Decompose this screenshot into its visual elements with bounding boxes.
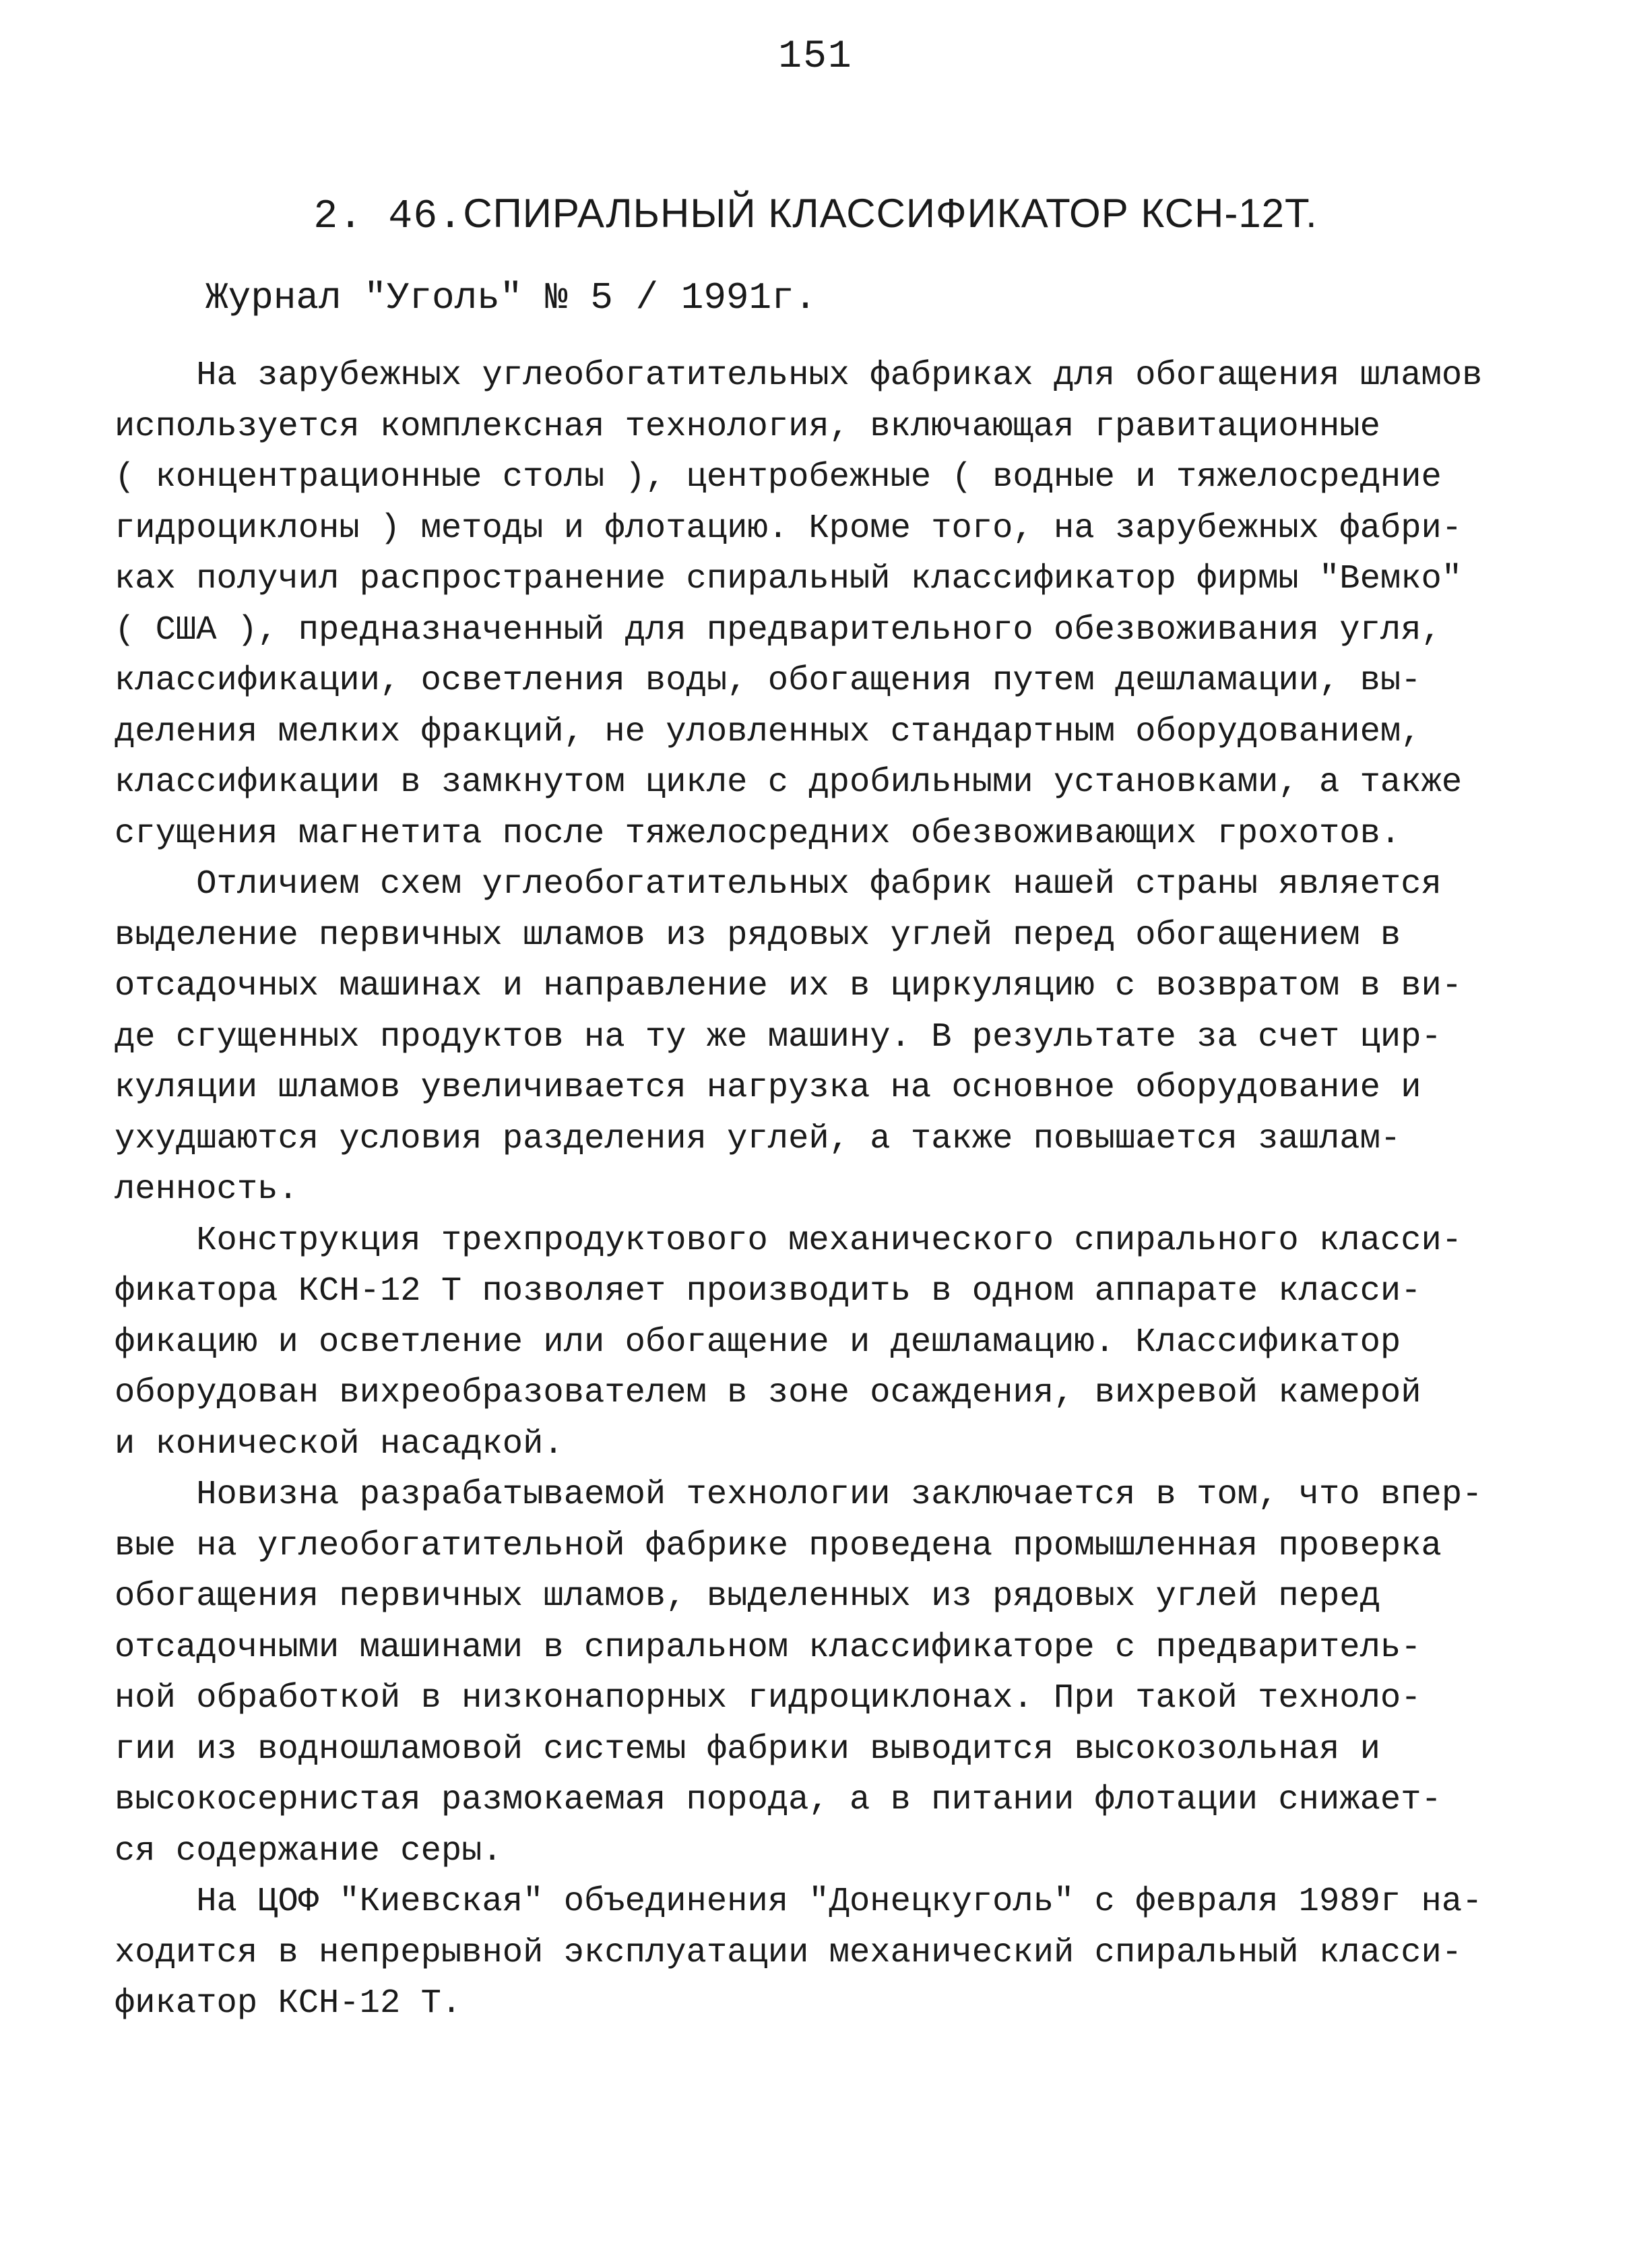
text-line: де сгущенных продуктов на ту же машину. В результате за счет цир- <box>115 1017 1442 1057</box>
text-line: гии из водношламовой системы фабрики выводится высокозольная и <box>115 1730 1380 1769</box>
text-line: куляции шламов увеличивается нагрузка на основное оборудование и <box>115 1069 1421 1107</box>
body-text <box>115 350 1529 2029</box>
text-line: гидроциклоны ) методы и флотацию. Кроме того, на зарубежных фабри- <box>115 509 1463 548</box>
text-line: классификации в замкнутом цикле с дробильными установками, а также <box>115 763 1463 802</box>
text-line: фикатор КСН-12 Т. <box>115 1984 462 2023</box>
paragraph-2 <box>115 859 1529 1216</box>
paragraph-4 <box>115 1470 1529 1877</box>
text-line: фикацию и осветление или обогащение и дешламацию. Классификатор <box>115 1323 1401 1362</box>
text-line: сгущения магнетита после тяжелосредних обезвоживающих грохотов. <box>115 814 1401 853</box>
text-line: ( США ), предназначенный для предварительного обезвоживания угля, <box>115 610 1442 650</box>
text-line: оборудован вихреобразователем в зоне осаждения, вихревой камерой <box>115 1374 1421 1412</box>
text-line: ухудшаются условия разделения углей, а также повышается зашлам- <box>115 1119 1401 1158</box>
page-number: 151 <box>778 35 853 79</box>
text-line: и конической насадкой. <box>115 1424 564 1463</box>
text-line: отсадочных машинах и направление их в циркуляцию с возвратом в ви- <box>115 967 1463 1005</box>
text-line: ной обработкой в низконапорных гидроциклонах. При такой техноло- <box>115 1679 1421 1718</box>
text-line: ся содержание серы. <box>115 1831 503 1870</box>
source-reference: Журнал "Уголь" № 5 / 1991г. <box>205 276 817 319</box>
text-line: классификации, осветления воды, обогащения путем дешламации, вы- <box>115 662 1421 700</box>
text-line: На зарубежных углеобогатительных фабриках для обогащения шламов <box>115 356 1483 395</box>
section-heading <box>0 190 1631 240</box>
text-line: Отличием схем углеобогатительных фабрик нашей страны является <box>115 865 1442 904</box>
text-line: высокосернистая размокаемая порода, а в питании флотации снижает- <box>115 1781 1442 1819</box>
text-line: На ЦОФ "Киевская" объединения "Донецкуголь" с февраля 1989г на- <box>115 1883 1483 1921</box>
text-line: обогащения первичных шламов, выделенных из рядовых углей перед <box>115 1577 1380 1616</box>
text-line: используется комплексная технология, включающая гравитационные <box>115 407 1380 446</box>
paragraph-1 <box>115 350 1529 859</box>
text-line: деления мелких фракций, не уловленных стандартным оборудованием, <box>115 712 1421 751</box>
text-line: Новизна разрабатываемой технологии заключается в том, что впер- <box>115 1476 1483 1514</box>
section-title: СПИРАЛЬНЫЙ КЛАССИФИКАТОР КСН-12Т. <box>463 191 1318 236</box>
paragraph-3 <box>115 1216 1529 1470</box>
text-line: отсадочными машинами в спиральном классификаторе с предваритель- <box>115 1628 1421 1667</box>
text-line: ленность. <box>115 1170 298 1209</box>
text-line: фикатора КСН-12 Т позволяет производить в одном аппарате класси- <box>115 1272 1421 1311</box>
text-line: выделение первичных шламов из рядовых углей перед обогащением в <box>115 916 1401 955</box>
text-line: ходится в непрерывной эксплуатации механический спиральный класси- <box>115 1933 1463 1972</box>
text-line: вые на углеобогатительной фабрике проведена промышленная проверка <box>115 1526 1442 1565</box>
section-number: 2. 46. <box>313 194 463 240</box>
paragraph-5 <box>115 1877 1529 2029</box>
text-line: ках получил распространение спиральный классификатор фирмы "Вемко" <box>115 560 1463 598</box>
text-line: Конструкция трехпродуктового механического спирального класси- <box>115 1221 1463 1260</box>
text-line: ( концентрационные столы ), центробежные ( водные и тяжелосредние <box>115 458 1442 497</box>
